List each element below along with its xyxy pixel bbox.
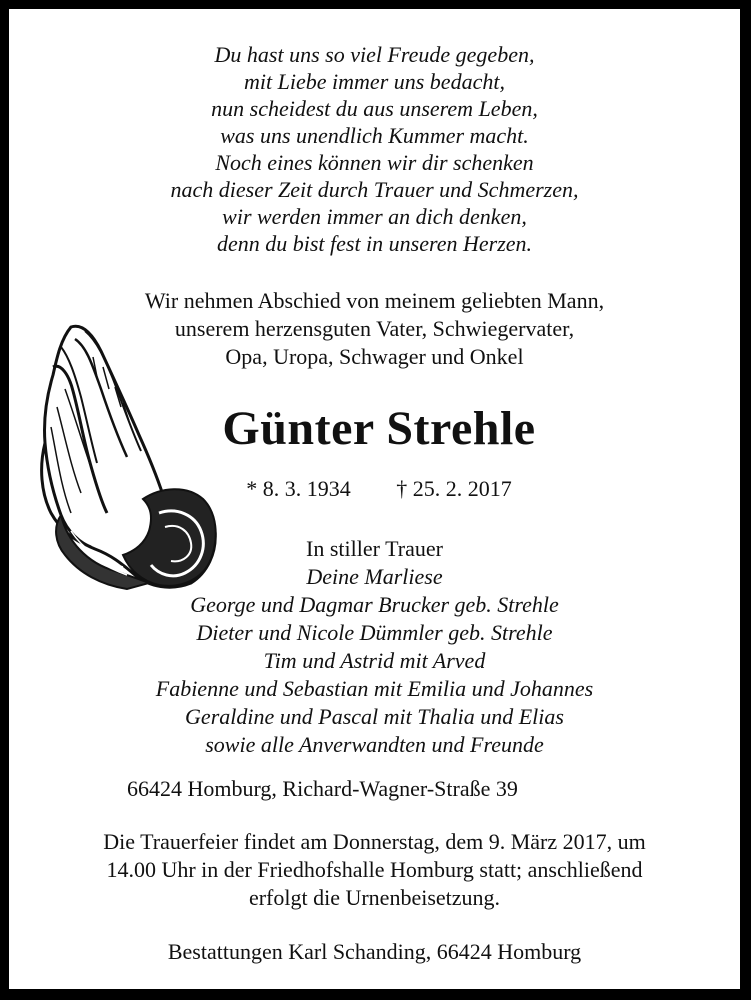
poem-line: nun scheidest du aus unserem Leben, bbox=[211, 96, 538, 121]
poem-line: was uns unendlich Kummer macht. bbox=[220, 123, 529, 148]
poem-line: denn du bist fest in unseren Herzen. bbox=[216, 231, 533, 256]
mourners bbox=[9, 535, 740, 759]
poem-line: nach dieser Zeit durch Trauer und Schmerzen, bbox=[170, 177, 579, 202]
undertaker: Bestattungen Karl Schanding, 66424 Homburg bbox=[167, 939, 582, 964]
mourner-line: Fabienne und Sebastian mit Emilia und Johannes bbox=[155, 676, 594, 701]
intro-line: Opa, Uropa, Schwager und Onkel bbox=[225, 344, 524, 369]
mourner-line: Dieter und Nicole Dümmler geb. Strehle bbox=[196, 620, 553, 645]
ceremony-notice bbox=[9, 828, 740, 912]
family-address: 66424 Homburg, Richard-Wagner-Straße 39 bbox=[127, 776, 518, 801]
mourner-line: Tim und Astrid mit Arved bbox=[263, 648, 486, 673]
poem-line: Du hast uns so viel Freude gegeben, bbox=[214, 42, 535, 67]
birth-date: * 8. 3. 1934 bbox=[246, 476, 351, 501]
obituary-card bbox=[9, 9, 740, 989]
poem-line: mit Liebe immer uns bedacht, bbox=[244, 69, 505, 94]
mourner-line: Deine Marliese bbox=[306, 564, 443, 589]
poem bbox=[9, 41, 740, 257]
ceremony-line: Die Trauerfeier findet am Donnerstag, dem 9. März 2017, um bbox=[103, 829, 646, 854]
mourner-line: sowie alle Anverwandten und Freunde bbox=[205, 732, 544, 757]
intro-line: unserem herzensguten Vater, Schwiegervater, bbox=[174, 316, 575, 341]
ceremony-line: 14.00 Uhr in der Friedhofshalle Homburg statt; anschließend bbox=[106, 857, 643, 882]
mourners-heading: In stiller Trauer bbox=[306, 536, 443, 561]
mourner-line: George und Dagmar Brucker geb. Strehle bbox=[190, 592, 559, 617]
poem-line: wir werden immer an dich denken, bbox=[222, 204, 527, 229]
death-date: † 25. 2. 2017 bbox=[396, 476, 512, 501]
ceremony-line: erfolgt die Urnenbeisetzung. bbox=[248, 885, 501, 910]
intro-line: Wir nehmen Abschied von meinem geliebten Mann, bbox=[144, 288, 605, 313]
mourner-line: Geraldine und Pascal mit Thalia und Elias bbox=[185, 704, 564, 729]
poem-line: Noch eines können wir dir schenken bbox=[215, 150, 534, 175]
life-dates bbox=[139, 475, 619, 503]
deceased-name: Günter Strehle bbox=[222, 402, 536, 455]
